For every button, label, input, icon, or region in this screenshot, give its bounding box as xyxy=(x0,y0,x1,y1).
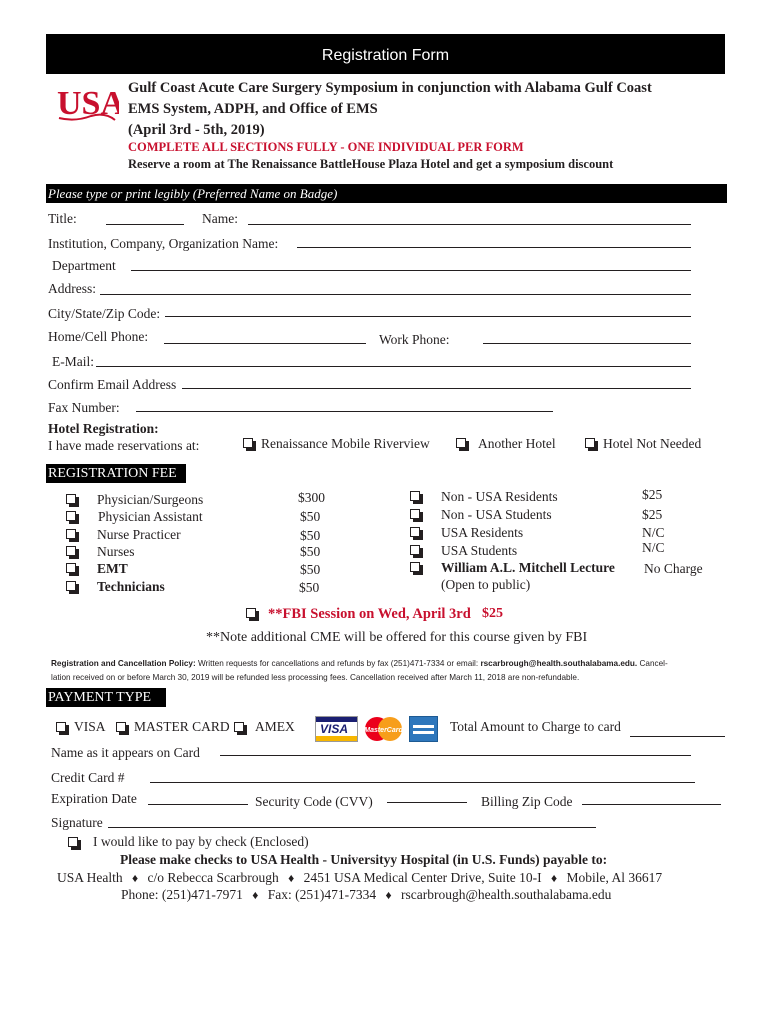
fee-non-usa-residents-label: Non - USA Residents xyxy=(441,489,558,504)
address-street: 2451 USA Medical Center Drive, Suite 10-I xyxy=(303,870,542,885)
fee-physician-label: Physician/Surgeons xyxy=(97,492,204,507)
work-phone-field[interactable] xyxy=(483,343,691,344)
registration-fee-heading: REGISTRATION FEE xyxy=(48,466,177,481)
email-label: E-Mail: xyxy=(52,354,94,369)
fee-usa-students-checkbox[interactable] xyxy=(410,545,420,555)
usa-logo xyxy=(55,78,119,128)
fee-nurses-checkbox[interactable] xyxy=(66,546,76,556)
lecture-open-note: (Open to public) xyxy=(441,577,531,592)
policy-label: Registration and Cancellation Policy: xyxy=(51,659,196,668)
confirm-email-field[interactable] xyxy=(182,388,691,389)
fee-mitchell-lecture-price: No Charge xyxy=(644,561,703,576)
payment-amex-label: AMEX xyxy=(255,719,295,734)
usa-logo-graphic xyxy=(55,78,119,128)
email-field[interactable] xyxy=(96,366,691,367)
fee-nurse-practicer-price: $50 xyxy=(300,528,321,543)
hotel-renaissance-label: Renaissance Mobile Riverview xyxy=(261,436,430,451)
fee-technicians-checkbox[interactable] xyxy=(66,581,76,591)
address-city: Mobile, Al 36617 xyxy=(566,870,663,885)
hotel-renaissance-checkbox[interactable] xyxy=(243,438,253,448)
policy-email[interactable]: rscarbrough@health.southalabama.edu. xyxy=(480,659,638,668)
contact-phone: Phone: (251)471-7971 xyxy=(121,887,243,902)
fbi-session-price: $25 xyxy=(482,606,503,621)
pay-by-check-label: I would like to pay by check (Enclosed) xyxy=(93,834,309,849)
cme-note: **Note additional CME will be offered for this course given by FBI xyxy=(206,630,588,645)
total-amount-field[interactable] xyxy=(630,736,725,737)
fee-pa-price: $50 xyxy=(300,509,321,524)
checks-payable-note: Please make checks to USA Health - Universityy Hospital (in U.S. Funds) payable to: xyxy=(120,852,608,867)
mastercard-logo-graphic xyxy=(362,716,405,742)
institution-field[interactable] xyxy=(297,247,691,248)
security-code-field[interactable] xyxy=(387,802,467,803)
diamond-separator-icon: ♦ xyxy=(385,888,392,902)
mastercard-logo xyxy=(362,716,405,742)
billing-zip-label: Billing Zip Code xyxy=(481,794,573,809)
department-label: Department xyxy=(52,258,116,273)
fee-pa-checkbox[interactable] xyxy=(66,511,76,521)
policy-text2: Cancel- xyxy=(637,659,668,668)
hotel-heading: Hotel Registration: xyxy=(48,421,159,436)
visa-card-logo xyxy=(315,716,358,742)
payment-visa-checkbox[interactable] xyxy=(56,722,66,732)
hotel-another-label: Another Hotel xyxy=(478,436,556,451)
cancellation-policy-line1 xyxy=(51,659,668,668)
diamond-separator-icon: ♦ xyxy=(288,871,295,885)
name-on-card-label: Name as it appears on Card xyxy=(51,745,200,760)
amex-card-logo xyxy=(409,716,438,742)
fbi-session-label: **FBI Session on Wed, April 3rd xyxy=(268,606,471,622)
security-code-label: Security Code (CVV) xyxy=(255,794,373,809)
form-notice: COMPLETE ALL SECTIONS FULLY - ONE INDIVIDUAL PER FORM xyxy=(128,140,524,154)
fee-mitchell-lecture-checkbox[interactable] xyxy=(410,562,420,572)
fee-non-usa-residents-price: $25 xyxy=(642,487,663,502)
signature-field[interactable] xyxy=(108,827,596,828)
fee-physician-price: $300 xyxy=(298,490,325,505)
payment-mastercard-label: MASTER CARD xyxy=(134,719,230,734)
institution-label: Institution, Company, Organization Name: xyxy=(48,236,279,251)
expiration-date-label: Expiration Date xyxy=(51,791,137,806)
diamond-separator-icon: ♦ xyxy=(132,871,139,885)
payment-visa-label: VISA xyxy=(74,719,106,734)
fee-usa-residents-label: USA Residents xyxy=(441,525,524,540)
cancellation-policy-line2: lation received on or before March 30, 2019 will be refunded less processing fees. Cancellation received after March 11, 2018 are non-refundable. xyxy=(51,673,580,682)
mailing-address-line xyxy=(57,870,662,886)
form-title: Registration Form xyxy=(321,47,450,64)
fee-usa-residents-price: N/C xyxy=(642,525,665,540)
diamond-separator-icon: ♦ xyxy=(252,888,259,902)
registration-fee-bar xyxy=(46,464,186,483)
signature-label: Signature xyxy=(51,815,103,830)
event-title-line1: Gulf Coast Acute Care Surgery Symposium in conjunction with Alabama Gulf Coast xyxy=(128,80,652,96)
name-label: Name: xyxy=(202,211,238,226)
diamond-separator-icon: ♦ xyxy=(551,871,558,885)
hotel-discount-note: Reserve a room at The Renaissance BattleHouse Plaza Hotel and get a symposium discount xyxy=(128,157,614,171)
fee-non-usa-students-checkbox[interactable] xyxy=(410,509,420,519)
contact-fax: Fax: (251)471-7334 xyxy=(267,887,377,902)
title-label: Title: xyxy=(48,211,77,226)
fee-emt-price: $50 xyxy=(300,562,321,577)
fee-emt-label: EMT xyxy=(97,561,128,576)
form-title-bar xyxy=(46,34,725,74)
credit-card-number-field[interactable] xyxy=(150,782,695,783)
fee-usa-residents-checkbox[interactable] xyxy=(410,527,420,537)
payment-type-heading: PAYMENT TYPE xyxy=(48,690,152,705)
city-state-zip-label: City/State/Zip Code: xyxy=(48,306,161,321)
name-field[interactable] xyxy=(248,224,691,225)
fee-technicians-label: Technicians xyxy=(97,579,165,594)
city-state-zip-field[interactable] xyxy=(165,316,691,317)
fee-non-usa-students-label: Non - USA Students xyxy=(441,507,552,522)
fee-emt-checkbox[interactable] xyxy=(66,563,76,573)
fbi-session-checkbox[interactable] xyxy=(246,608,256,618)
event-title-line2: EMS System, ADPH, and Office of EMS xyxy=(128,101,378,117)
contact-line xyxy=(121,887,611,903)
fax-label: Fax Number: xyxy=(48,400,120,415)
fee-non-usa-students-price: $25 xyxy=(642,507,663,522)
hotel-prompt: I have made reservations at: xyxy=(48,438,200,453)
fee-usa-students-label: USA Students xyxy=(441,543,518,558)
title-field[interactable] xyxy=(106,224,184,225)
pay-by-check-checkbox[interactable] xyxy=(68,837,78,847)
fee-technicians-price: $50 xyxy=(299,580,320,595)
payment-amex-checkbox[interactable] xyxy=(234,722,244,732)
event-dates: (April 3rd - 5th, 2019) xyxy=(128,122,265,138)
hotel-not-needed-checkbox[interactable] xyxy=(585,438,595,448)
address-org: USA Health xyxy=(57,870,123,885)
fee-mitchell-lecture-label: William A.L. Mitchell Lecture xyxy=(441,560,615,575)
hotel-another-checkbox[interactable] xyxy=(456,438,466,448)
fee-physician-checkbox[interactable] xyxy=(66,494,76,504)
fee-nurses-label: Nurses xyxy=(97,544,135,559)
expiration-date-field[interactable] xyxy=(148,804,248,805)
department-field[interactable] xyxy=(131,270,691,271)
fee-pa-label: Physician Assistant xyxy=(98,509,203,524)
fee-non-usa-residents-checkbox[interactable] xyxy=(410,491,420,501)
mastercard-logo-text: MasterCard xyxy=(364,727,403,734)
payment-type-bar xyxy=(46,688,166,707)
fee-usa-students-price: N/C xyxy=(642,540,665,555)
contact-email[interactable]: rscarbrough@health.southalabama.edu xyxy=(401,887,612,902)
work-phone-label: Work Phone: xyxy=(379,332,450,347)
credit-card-number-label: Credit Card # xyxy=(51,770,125,785)
address-attn: c/o Rebecca Scarbrough xyxy=(147,870,279,885)
fee-nurse-practicer-checkbox[interactable] xyxy=(66,529,76,539)
instruction-bar xyxy=(46,184,727,203)
home-phone-label: Home/Cell Phone: xyxy=(48,329,149,344)
fax-field[interactable] xyxy=(136,411,553,412)
fee-nurse-practicer-label: Nurse Practicer xyxy=(97,527,181,542)
instruction-text: Please type or print legibly (Preferred Name on Badge) xyxy=(48,186,338,201)
usa-logo-text: USA xyxy=(57,85,119,122)
address-label: Address: xyxy=(48,281,96,296)
name-on-card-field[interactable] xyxy=(220,755,691,756)
total-amount-label: Total Amount to Charge to card xyxy=(450,719,621,734)
confirm-email-label: Confirm Email Address xyxy=(48,377,177,392)
home-phone-field[interactable] xyxy=(164,343,366,344)
visa-logo-text: VISA xyxy=(320,722,349,736)
billing-zip-field[interactable] xyxy=(582,804,721,805)
payment-mastercard-checkbox[interactable] xyxy=(116,722,126,732)
hotel-not-needed-label: Hotel Not Needed xyxy=(603,436,702,451)
fee-nurses-price: $50 xyxy=(300,544,321,559)
policy-text1: Written requests for cancellations and refunds by fax (251)471-7334 or email: xyxy=(195,659,481,668)
address-field[interactable] xyxy=(100,294,691,295)
